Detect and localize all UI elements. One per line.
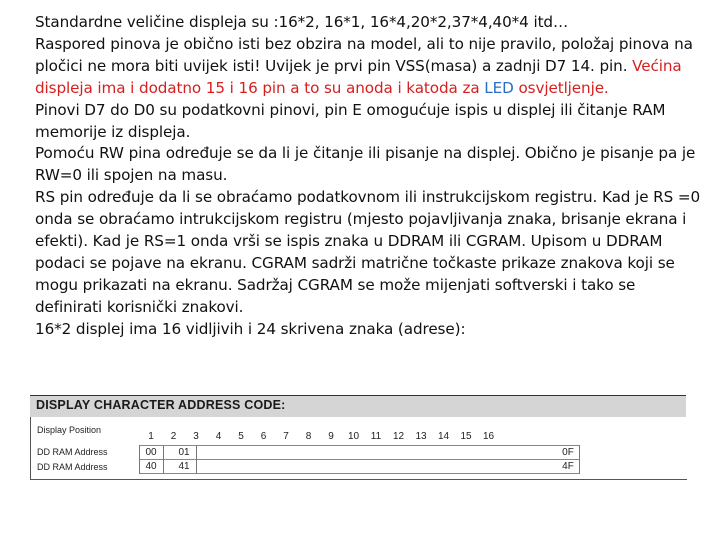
text-line: Standardne veličine displeja su :16*2, 16*1, 16*4,20*2,37*4,40*4 itd… <box>35 13 569 31</box>
text-line <box>35 56 695 78</box>
ddram-cell: 00 <box>145 447 157 458</box>
position-cell: 12 <box>392 431 405 442</box>
text-line: 16*2 displej ima 16 vidljivih i 24 skrivena znaka (adrese): <box>35 319 466 338</box>
table-header <box>30 395 686 417</box>
position-cell: 5 <box>238 431 244 442</box>
ddram-cell: 41 <box>178 461 190 472</box>
text-span: pločici ne mora biti uvijek isti! Uvijek je prvi pin VSS(masa) a zadnji D7 14. pin. <box>35 56 628 75</box>
column-divider <box>579 445 580 474</box>
text-line: Pinovi D7 do D0 su podatkovni pinovi, pin E omogućuje ispis u displej ili čitanje RAM <box>35 100 666 119</box>
text-line: podaci se pojave na ekranu. CGRAM sadrži matrične točkaste prikaze znakova koji se <box>35 253 675 272</box>
position-cell: 3 <box>193 431 199 442</box>
position-cell: 4 <box>215 431 222 442</box>
body-text <box>35 12 701 341</box>
text-line: RW=0 ili spojen na masu. <box>35 166 228 185</box>
position-cell: 14 <box>437 431 450 442</box>
address-code-table <box>30 395 686 479</box>
position-cell: 1 <box>148 431 154 442</box>
ddram-cell: 40 <box>145 461 157 472</box>
position-cell: 16 <box>482 431 495 442</box>
table-body <box>30 417 687 480</box>
highlight-blue-led: LED <box>484 78 514 97</box>
position-cell: 10 <box>347 431 360 442</box>
position-cell: 15 <box>460 431 472 442</box>
position-cell: 8 <box>305 431 312 442</box>
text-line: efekti). Kad je RS=1 onda vrši se ispis znaka u DDRAM ili CGRAM. Upisom u DDRAM <box>35 232 663 251</box>
row-label-ddram: DD RAM Address <box>37 447 108 457</box>
position-cell: 11 <box>370 431 382 442</box>
text-line <box>35 78 695 100</box>
text-line: Raspored pinova je obično isti bez obzira na model, ali to nije pravilo, položaj pinova na <box>35 34 693 53</box>
highlight-red: displeja ima i dodatno 15 i 16 pin a to su anoda i katoda za <box>35 78 480 97</box>
highlight-red: Većina <box>632 56 682 75</box>
row-label-ddram: DD RAM Address <box>37 462 108 472</box>
text-line: RS pin određuje da li se obraćamo podatkovnom ili instrukcijskom registru. Kad je RS =0 <box>35 188 701 207</box>
ddram-cell: 01 <box>178 447 190 458</box>
row-label-position: Display Position <box>37 425 102 435</box>
table-title: DISPLAY CHARACTER ADDRESS CODE: <box>36 398 286 412</box>
text-line: definirati korisnički znakovi. <box>35 297 244 316</box>
row-divider <box>139 459 579 460</box>
row-divider <box>139 473 579 474</box>
column-divider <box>196 445 197 474</box>
row-divider <box>139 445 579 446</box>
text-line: mogu prikazati na ekranu. Sadržaj CGRAM se može mijenjati softverski i tako se <box>35 275 636 294</box>
position-cell: 13 <box>415 431 427 442</box>
position-cell: 9 <box>328 431 334 442</box>
position-cell: 6 <box>260 431 267 442</box>
text-line: memorije iz displeja. <box>35 122 191 141</box>
position-cell: 2 <box>170 431 177 442</box>
text-line: onda se obraćamo intrukcijskom registru (mjesto pojavljivanja znaka, brisanje ekrana i <box>35 210 687 229</box>
column-divider <box>163 445 164 474</box>
ddram-cell: 0F <box>562 447 574 458</box>
column-divider <box>139 445 140 474</box>
text-line: Pomoću RW pina određuje se da li je čitanje ili pisanje na displej. Obično je pisanje pa je <box>35 144 696 163</box>
position-cell: 7 <box>283 431 289 442</box>
ddram-cell: 4F <box>562 461 574 472</box>
highlight-red: osvjetljenje. <box>518 78 609 97</box>
